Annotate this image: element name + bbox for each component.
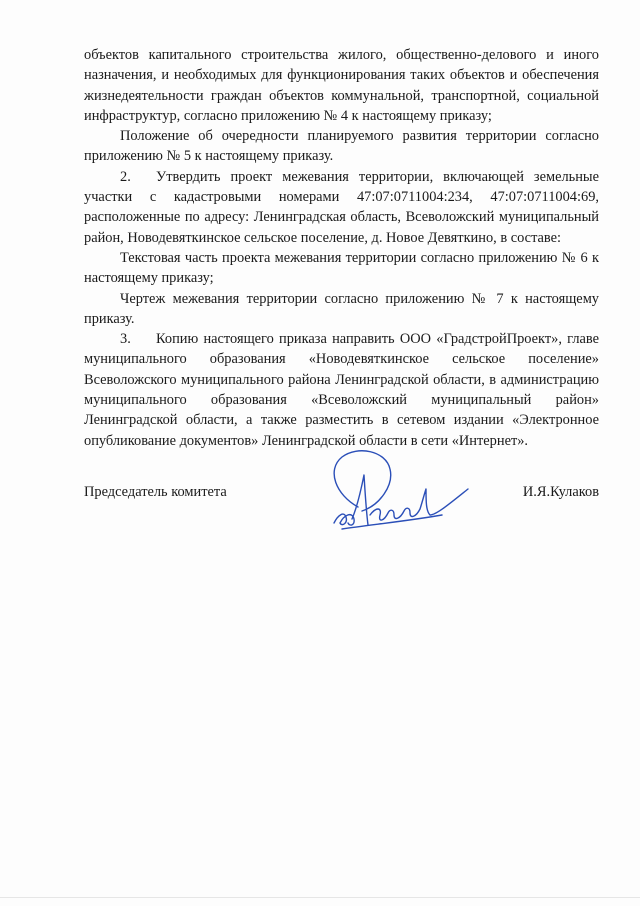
signatory-name: И.Я.Кулаков (522, 484, 599, 500)
item-3-text: Копию настоящего приказа направить ООО «ГрадстройПроект», главе муниципального образования «Новодевяткинское сельское поселение» Всеволожского муниципального района Ленинградской области, в администрацию муниципального образования «Всеволожский муниципальный район» Ленинградской области, а также разместить в сетевом издании «Электронное опубликование документов» Ленинградской области в сети «Интернет». (84, 331, 599, 449)
item-number-2: 2. (120, 168, 131, 185)
paragraph-item-2 (84, 167, 599, 248)
document-body (84, 45, 599, 451)
page-bottom-edge (0, 897, 640, 898)
item-number-3: 3. (120, 331, 131, 348)
paragraph-continuation: объектов капитального строительства жилого, общественно-делового и иного назначения, и необходимых для функционирования таких объектов и обеспечения жизнедеятельности граждан объектов коммунальной, транспортной, социальной инфраструктур, согласно приложению № 4 к настоящему приказу; (84, 47, 599, 124)
paragraph-drawing: Чертеж межевания территории согласно приложению № 7 к настоящему приказу. (84, 290, 599, 327)
signatory-title: Председатель комитета (84, 484, 227, 500)
paragraph-item-3 (84, 329, 599, 451)
handwritten-signature (318, 445, 488, 545)
item-2-text: Утвердить проект межевания территории, включающей земельные участки с кадастровыми номерами 47:07:0711004:234, 47:07:0711004:69, расположенные по адресу: Ленинградская область, Всеволожский муниципальный район, Новодевяткинское сельское поселение, д. Новое Девяткино, в составе: (84, 168, 599, 246)
paragraph-order-of-development: Положение об очередности планируемого развития территории согласно приложению № 5 к настоящему приказу. (84, 128, 599, 165)
paragraph-text-part: Текстовая часть проекта межевания территории согласно приложению № 6 к настоящему приказу; (84, 249, 599, 287)
